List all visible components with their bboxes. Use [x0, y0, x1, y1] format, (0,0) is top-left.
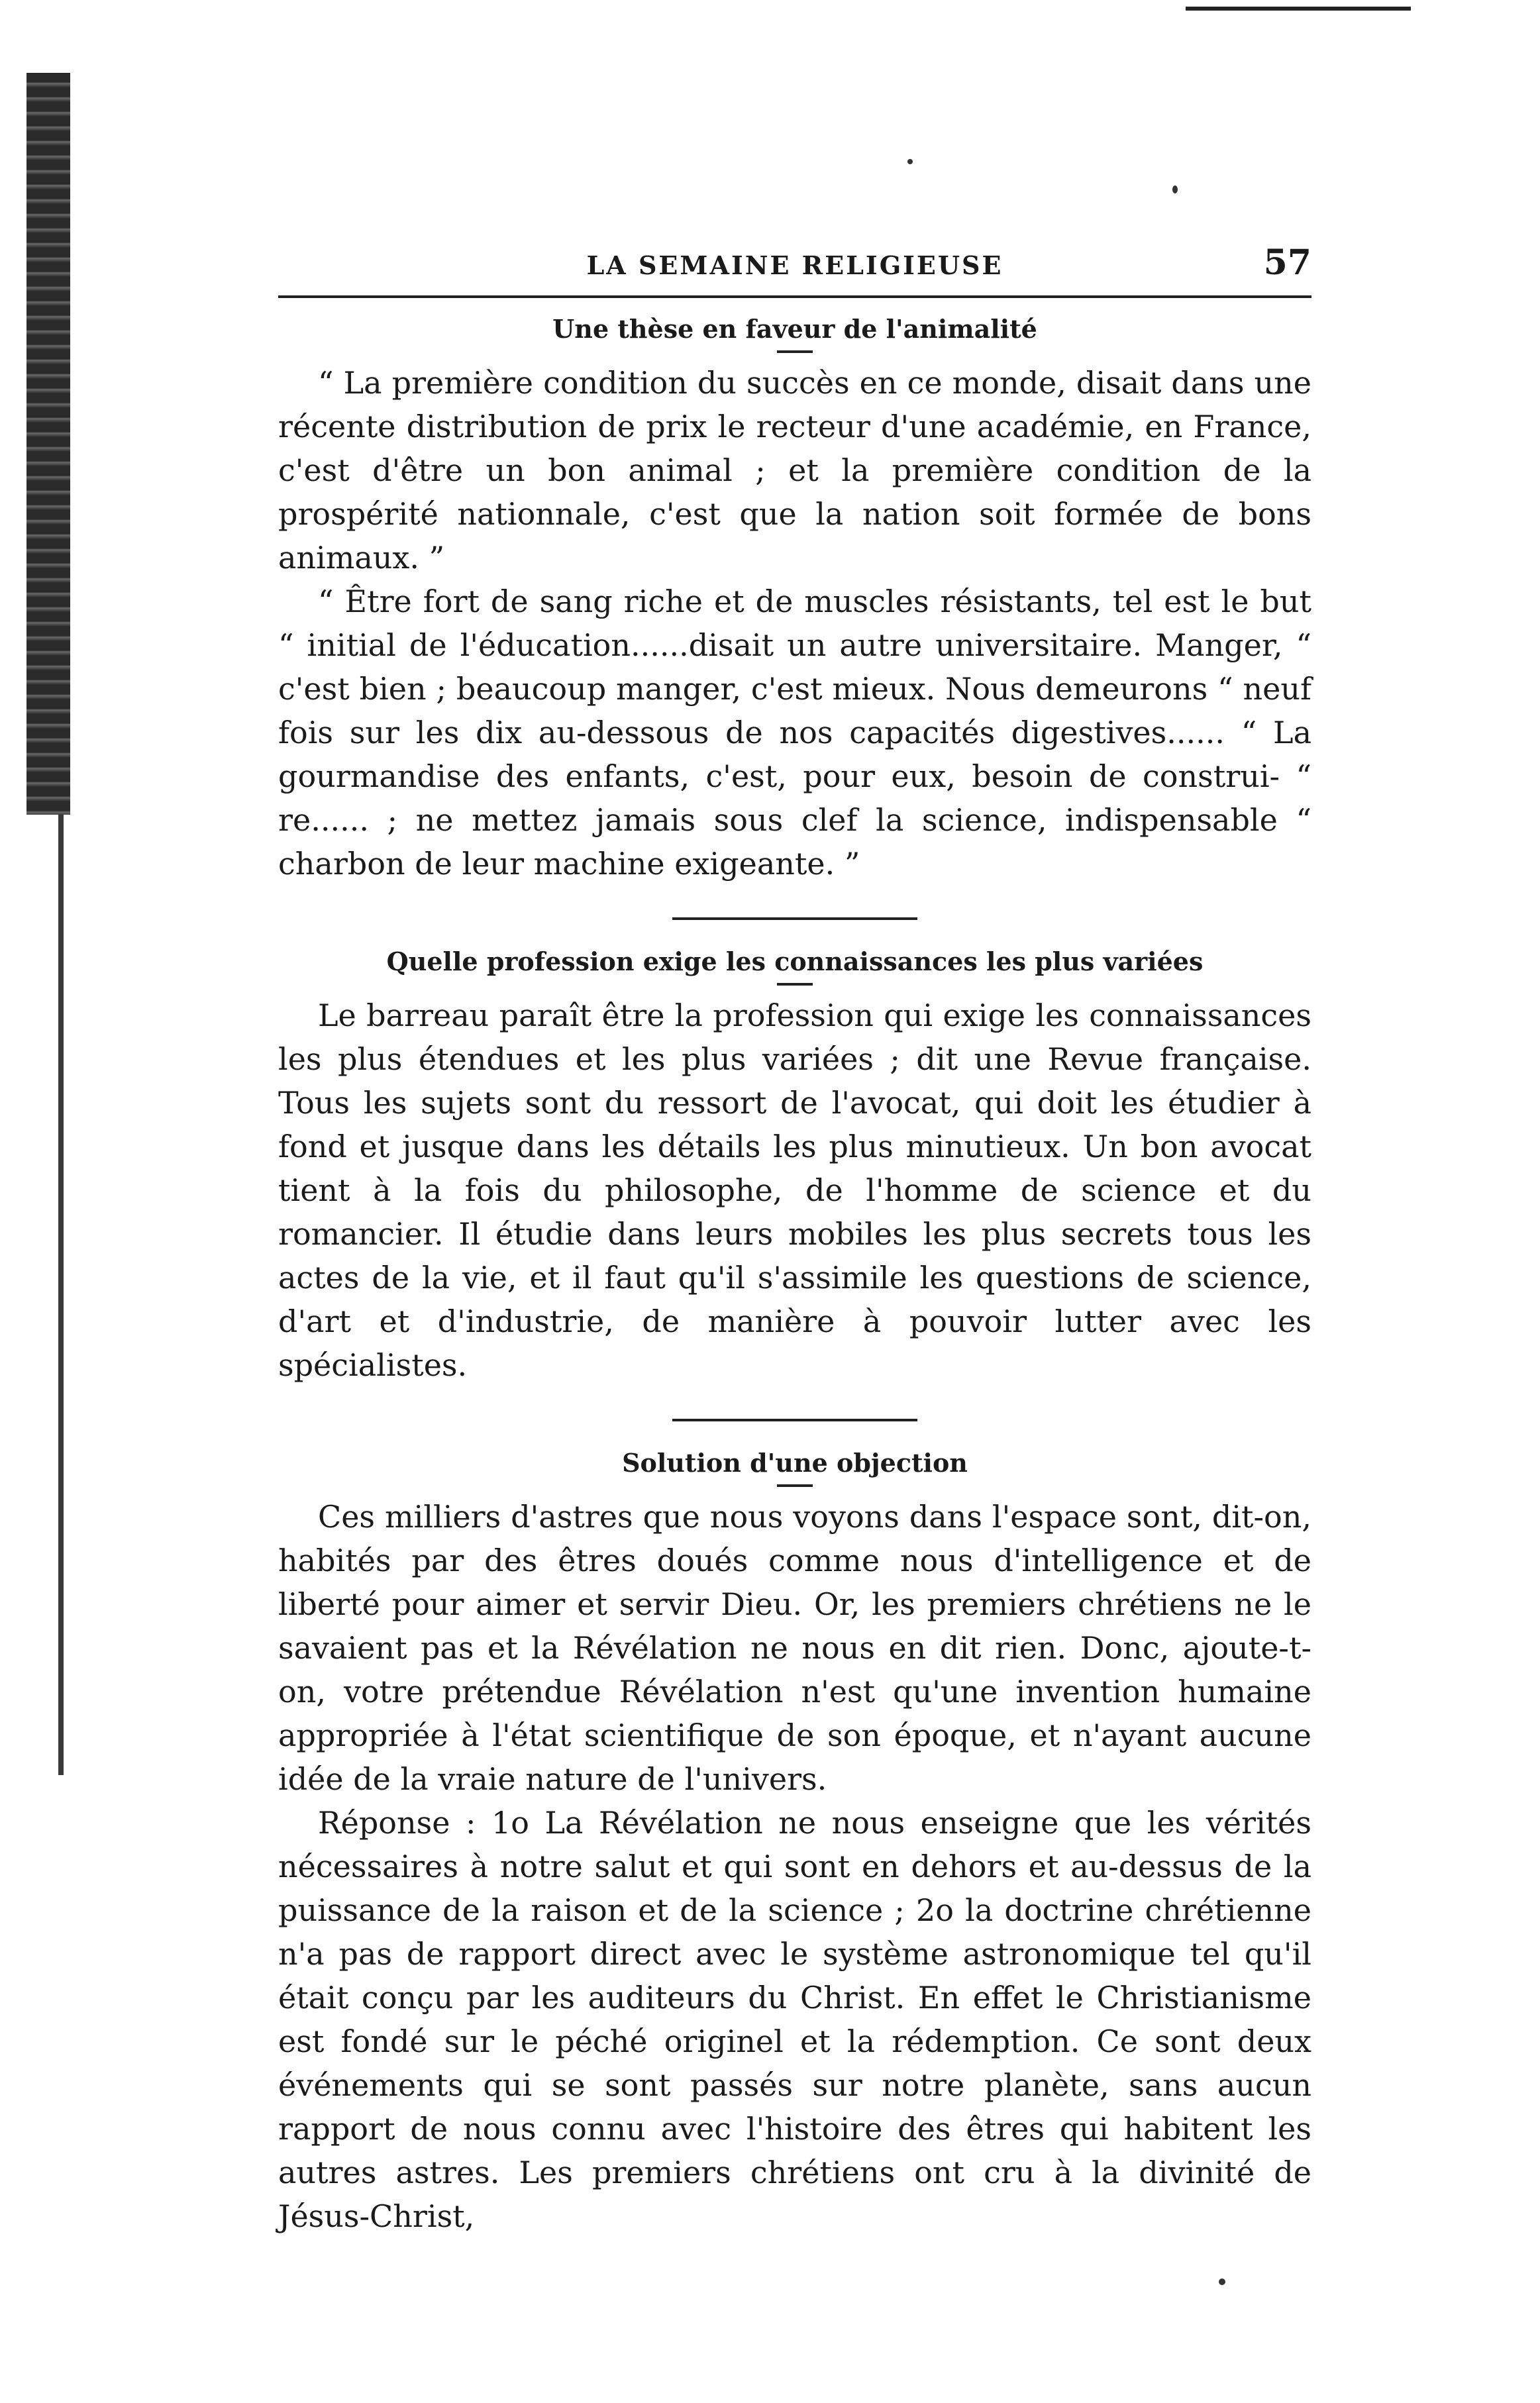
- scan-speck: [1172, 185, 1178, 193]
- section-title: Une thèse en faveur de l'animalité: [552, 314, 1037, 344]
- title-dash: [777, 983, 813, 986]
- article-animalite: [278, 314, 1311, 886]
- article-profession: [278, 946, 1311, 1387]
- article-objection: [278, 1448, 1311, 2238]
- scan-speck: [1219, 2278, 1225, 2285]
- paragraph: “ Être fort de sang riche et de muscles résistants, tel est le but “ initial de l'éducation......disait un autre universitaire. Manger, “ c'est bien ; beaucoup manger, c'est mieux. Nous demeurons “ neuf fois sur les dix au-dessous de nos capacités digestives...... “ La gourmandise des enfants, c'est, pour eux, besoin de construi- “ re...... ; ne mettez jamais sous clef la science, indispensable “ charbon de leur machine exigeante. ”: [278, 584, 1311, 882]
- title-dash: [777, 1484, 813, 1487]
- section-separator: [672, 1419, 917, 1421]
- page-content: [278, 238, 1311, 2238]
- section-separator: [672, 917, 917, 920]
- section-title: Quelle profession exige les connaissances les plus variées: [386, 946, 1204, 976]
- paragraph: “ La première condition du succès en ce monde, disait dans une récente distribution de prix le recteur d'une académie, en France, c'est d'être un bon animal ; et la première condition de la prospérité nationnale, c'est que la nation soit formée de bons animaux. ”: [278, 365, 1311, 576]
- scan-top-mark: [1186, 7, 1411, 11]
- title-dash: [777, 350, 813, 353]
- paragraph: Réponse : 1o La Révélation ne nous enseigne que les vérités nécessaires à notre salut et qui sont en dehors et au-dessus de la puissance de la raison et de la science ; 2o la doctrine chrétienne n'a pas de rapport direct avec le système astronomique tel qu'il était conçu par les auditeurs du Christ. En effet le Christianisme est fondé sur le péché originel et la rédemption. Ce sont deux événements qui se sont passés sur notre planète, sans aucun rapport de nous connu avec l'histoire des êtres qui habitent les autres astres. Les premiers chrétiens ont cru à la divinité de Jésus-Christ,: [278, 1805, 1311, 2234]
- running-title: LA SEMAINE RELIGIEUSE: [586, 250, 1003, 280]
- section-title: Solution d'une objection: [622, 1448, 968, 1478]
- paragraph: Ces milliers d'astres que nous voyons dans l'espace sont, dit-on, habités par des êtres doués comme nous d'intelligence et de liberté pour aimer et servir Dieu. Or, les premiers chrétiens ne le savaient pas et la Révélation ne nous en dit rien. Donc, ajoute-t-on, votre prétendue Révélation n'est qu'une invention humaine appropriée à l'état scientifique de son époque, et n'ayant aucune idée de la vraie nature de l'univers.: [278, 1499, 1311, 1797]
- scan-speck: [907, 159, 913, 164]
- scanned-binding-edge: [26, 73, 70, 815]
- header-rule: [278, 295, 1311, 298]
- running-header: [278, 238, 1311, 285]
- page-number: 57: [1263, 242, 1311, 283]
- scanned-binding-shadow: [58, 815, 64, 1775]
- paragraph: Le barreau paraît être la profession qui exige les connaissances les plus étendues et les plus variées ; dit une Revue française. Tous les sujets sont du ressort de l'avocat, qui doit les étudier à fond et jusque dans les détails les plus minutieux. Un bon avocat tient à la fois du philosophe, de l'homme de science et du romancier. Il étudie dans leurs mobiles les plus secrets tous les actes de la vie, et il faut qu'il s'assimile les questions de science, d'art et d'industrie, de manière à pouvoir lutter avec les spécialistes.: [278, 997, 1311, 1383]
